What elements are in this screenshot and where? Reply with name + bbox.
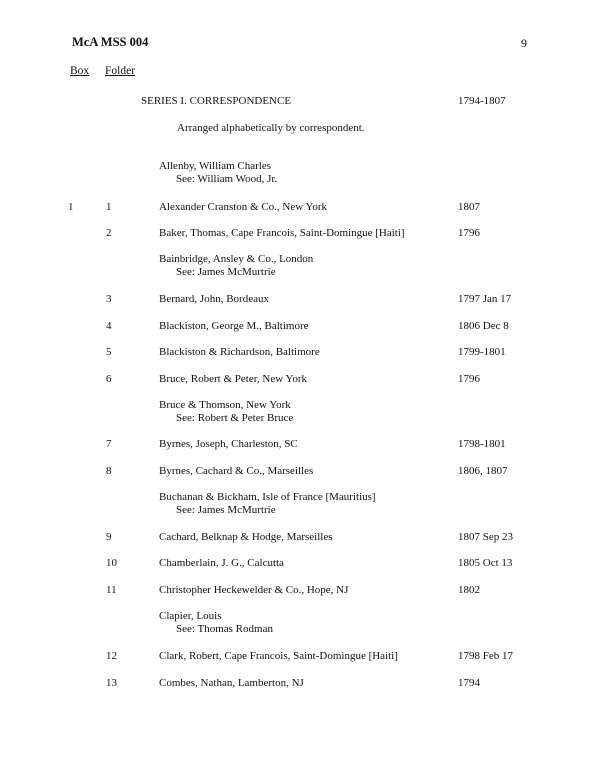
folder-number: 11 [106, 584, 117, 596]
correspondent-name: Combes, Nathan, Lamberton, NJ [159, 677, 304, 689]
correspondent-name: Clapier, Louis [159, 610, 222, 622]
correspondent-name: Blackiston & Richardson, Baltimore [159, 346, 320, 358]
correspondent-name: Byrnes, Cachard & Co., Marseilles [159, 465, 314, 477]
series-title: SERIES I. CORRESPONDENCE [141, 95, 292, 107]
folder-number: 1 [106, 201, 112, 213]
folder-number: 6 [106, 373, 112, 385]
entry-date: 1797 Jan 17 [458, 293, 512, 305]
see-also-reference: See: James McMurtrie [176, 504, 276, 516]
folder-number: 7 [106, 438, 112, 450]
correspondent-name: Bruce, Robert & Peter, New York [159, 373, 308, 385]
folder-number: 5 [106, 346, 112, 358]
correspondent-name: Baker, Thomas, Cape Francois, Saint-Domingue [Haiti] [159, 227, 405, 239]
column-header-box: Box [70, 65, 90, 77]
entry-date: 1798 Feb 17 [458, 650, 513, 662]
entry-date: 1806, 1807 [458, 465, 508, 477]
folder-number: 8 [106, 465, 112, 477]
entry-date: 1796 [458, 373, 480, 385]
entry-date: 1807 Sep 23 [458, 531, 513, 543]
see-also-reference: See: Robert & Peter Bruce [176, 412, 294, 424]
correspondent-name: Cachard, Belknap & Hodge, Marseilles [159, 531, 333, 543]
column-header-folder: Folder [105, 65, 136, 77]
box-number: 1 [68, 201, 74, 213]
entry-date: 1807 [458, 201, 480, 213]
folder-number: 2 [106, 227, 112, 239]
series-dates: 1794-1807 [458, 95, 506, 107]
page-number: 9 [521, 36, 527, 50]
series-note: Arranged alphabetically by correspondent. [177, 122, 365, 134]
correspondent-name: Bainbridge, Ansley & Co., London [159, 253, 314, 265]
entry-date: 1806 Dec 8 [458, 320, 509, 332]
folder-number: 10 [106, 557, 117, 569]
folder-number: 3 [106, 293, 112, 305]
entry-date: 1805 Oct 13 [458, 557, 513, 569]
correspondent-name: Christopher Heckewelder & Co., Hope, NJ [159, 584, 349, 596]
see-also-reference: See: William Wood, Jr. [176, 173, 278, 185]
correspondent-name: Clark, Robert, Cape Francois, Saint-Domingue [Haiti] [159, 650, 398, 662]
folder-number: 9 [106, 531, 112, 543]
folder-number: 4 [106, 320, 112, 332]
entry-date: 1796 [458, 227, 480, 239]
entry-date: 1794 [458, 677, 480, 689]
entry-date: 1798-1801 [458, 438, 506, 450]
see-also-reference: See: James McMurtrie [176, 266, 276, 278]
entry-date: 1802 [458, 584, 480, 596]
correspondent-name: Blackiston, George M., Baltimore [159, 320, 309, 332]
folder-number: 13 [106, 677, 117, 689]
correspondent-name: Bruce & Thomson, New York [159, 399, 291, 411]
correspondent-name: Byrnes, Joseph, Charleston, SC [159, 438, 298, 450]
correspondent-name: Buchanan & Bickham, Isle of France [Mauritius] [159, 491, 376, 503]
correspondent-name: Allenby, William Charles [159, 160, 271, 172]
entry-date: 1799-1801 [458, 346, 506, 358]
correspondent-name: Alexander Cranston & Co., New York [159, 201, 328, 213]
folder-number: 12 [106, 650, 117, 662]
see-also-reference: See: Thomas Rodman [176, 623, 273, 635]
correspondent-name: Chamberlain, J. G., Calcutta [159, 557, 284, 569]
correspondent-name: Bernard, John, Bordeaux [159, 293, 269, 305]
page-title: McA MSS 004 [72, 35, 149, 49]
